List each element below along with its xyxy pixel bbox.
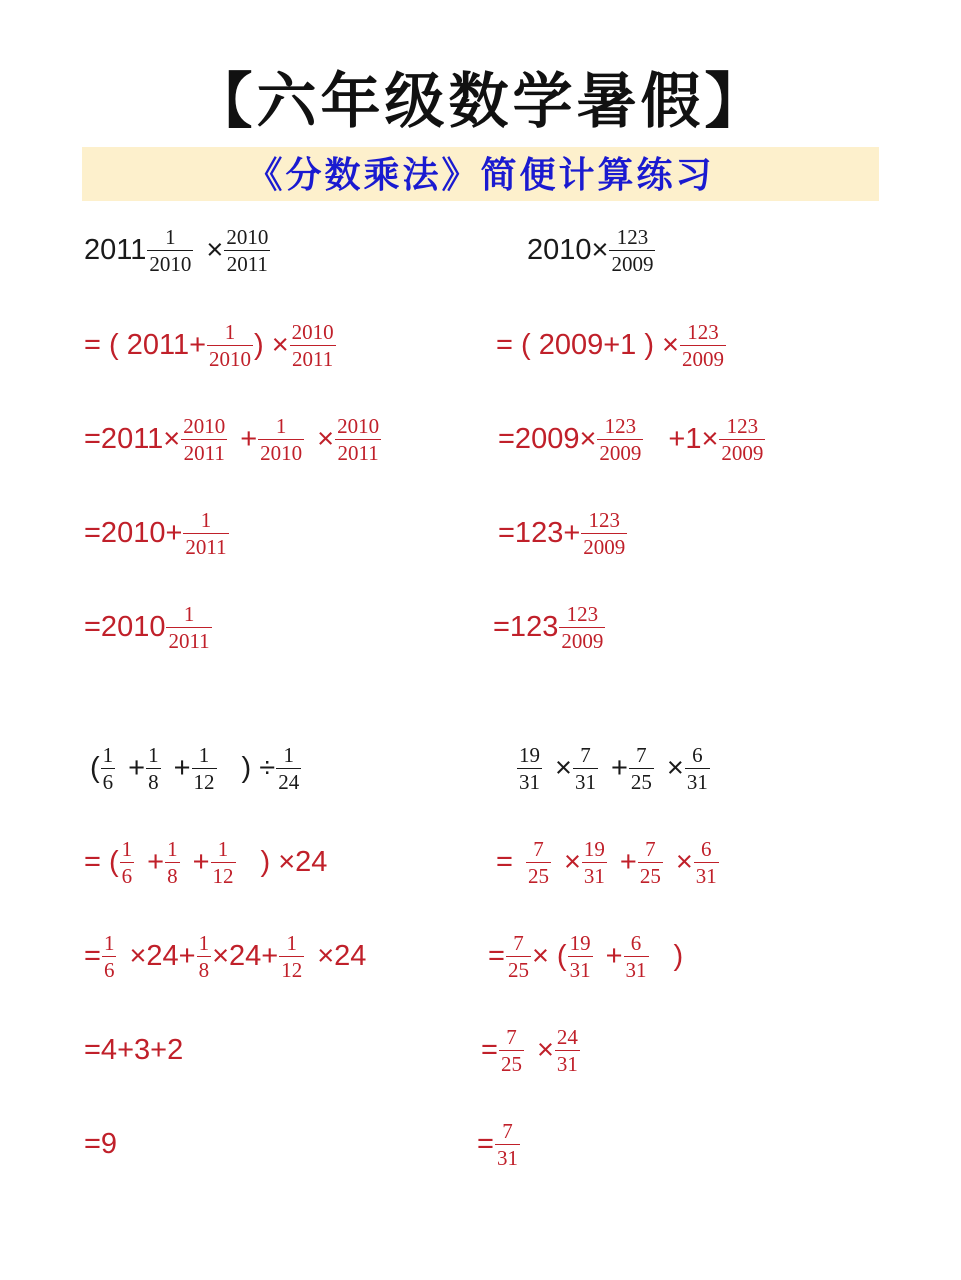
- expression-text: ×24+: [129, 940, 196, 972]
- expression-text: (: [90, 752, 100, 784]
- numerator: 6: [630, 930, 642, 955]
- numerator: 1: [103, 930, 115, 955]
- expression-text: = ( 2009+1 ) ×: [496, 329, 679, 361]
- solution-step: [84, 1114, 117, 1174]
- expression-text: +: [192, 846, 210, 878]
- numerator: 7: [502, 1118, 513, 1143]
- solution-step: [84, 926, 366, 986]
- fraction: [719, 414, 765, 465]
- problem-expression: [527, 220, 656, 280]
- fraction: [166, 602, 211, 653]
- numerator: 1: [121, 836, 133, 861]
- expression-text: =: [477, 1128, 494, 1160]
- expression-text: +: [147, 846, 165, 878]
- fraction: [211, 837, 236, 888]
- expression-text: =123+: [498, 517, 581, 549]
- denominator: 25: [630, 769, 652, 794]
- expression-text: ×: [206, 234, 224, 266]
- numerator: 123: [604, 413, 637, 438]
- expression-text: =: [496, 846, 513, 878]
- expression-text: ×: [675, 846, 693, 878]
- numerator: 1: [183, 601, 195, 626]
- expression-text: +: [173, 752, 191, 784]
- expression-text: ) ×: [254, 329, 289, 361]
- fraction: [147, 225, 193, 276]
- solution-step: [84, 315, 337, 375]
- fraction: [526, 837, 551, 888]
- expression-text: ×: [536, 1034, 554, 1066]
- numerator: 7: [513, 930, 524, 955]
- fraction: [279, 931, 304, 982]
- denominator: 6: [121, 863, 133, 888]
- denominator: 31: [556, 1051, 578, 1076]
- solution-step: [84, 597, 213, 657]
- numerator: 7: [533, 836, 544, 861]
- numerator: 2010: [337, 413, 380, 438]
- numerator: 2010: [291, 319, 334, 344]
- numerator: 1: [275, 413, 287, 438]
- expression-text: +: [619, 846, 637, 878]
- expression-text: =4+3+2: [84, 1034, 184, 1066]
- numerator: 123: [616, 224, 649, 249]
- numerator: 1: [198, 742, 210, 767]
- numerator: 6: [692, 742, 703, 767]
- denominator: 31: [695, 863, 717, 888]
- expression-text: 2011: [84, 234, 147, 266]
- denominator: 2011: [224, 250, 270, 276]
- fraction: [559, 602, 605, 653]
- denominator: 31: [583, 863, 605, 888]
- denominator: 2009: [611, 251, 654, 276]
- solution-step: [498, 503, 628, 563]
- numerator: 1: [148, 742, 159, 767]
- denominator: 2011: [168, 628, 210, 653]
- denominator: 25: [500, 1051, 522, 1076]
- expression-text: ×: [563, 846, 581, 878]
- expression-text: =2009×: [498, 423, 597, 455]
- denominator: 31: [686, 769, 708, 794]
- problem-expression: [516, 738, 711, 798]
- denominator: 8: [198, 957, 210, 982]
- numerator: 123: [687, 319, 719, 344]
- numerator: 1: [283, 742, 294, 767]
- fraction: [517, 743, 542, 794]
- expression-text: ×: [317, 423, 335, 455]
- expression-text: =9: [84, 1128, 118, 1160]
- solution-step: [84, 503, 230, 563]
- solution-step: [496, 315, 727, 375]
- denominator: 6: [103, 957, 115, 982]
- expression-text: 2010×: [527, 234, 609, 266]
- expression-text: +: [240, 423, 258, 455]
- denominator: 12: [212, 863, 234, 888]
- fraction: [258, 414, 304, 465]
- denominator: 2009: [682, 346, 724, 371]
- expression-text: = ( 2011+: [84, 329, 207, 361]
- numerator: 1: [286, 930, 297, 955]
- fraction: [207, 320, 253, 371]
- solution-step: [84, 409, 382, 469]
- expression-text: × (: [531, 940, 567, 972]
- denominator: 2009: [583, 534, 626, 559]
- fraction: [192, 743, 217, 794]
- denominator: 2011: [185, 534, 227, 559]
- denominator: 2009: [561, 628, 604, 653]
- numerator: 7: [506, 1024, 517, 1049]
- expression-text: +: [605, 940, 623, 972]
- fraction: [102, 931, 117, 982]
- solution-step: [488, 926, 683, 986]
- expression-text: ×: [666, 752, 684, 784]
- numerator: 1: [217, 836, 229, 861]
- denominator: 2011: [335, 439, 381, 465]
- page-title: 【六年级数学暑假】: [192, 67, 769, 137]
- denominator: 2009: [721, 440, 764, 465]
- solution-step: [493, 597, 606, 657]
- denominator: 2009: [599, 440, 642, 465]
- denominator: 31: [574, 769, 596, 794]
- numerator: 7: [645, 836, 656, 861]
- numerator: 7: [636, 742, 647, 767]
- fraction: [165, 837, 180, 888]
- numerator: 1: [198, 930, 210, 955]
- numerator: 19: [569, 930, 591, 955]
- denominator: 25: [527, 863, 549, 888]
- solution-step: [477, 1114, 521, 1174]
- denominator: 25: [639, 863, 661, 888]
- solution-step: [498, 409, 766, 469]
- denominator: 8: [148, 769, 159, 794]
- expression-text: ) ÷: [241, 752, 276, 784]
- numerator: 123: [726, 413, 759, 438]
- expression-text: ): [673, 940, 684, 972]
- expression-text: +1×: [668, 423, 719, 455]
- solution-step: [496, 832, 720, 892]
- fraction: [629, 743, 654, 794]
- denominator: 2010: [260, 440, 303, 465]
- denominator: 31: [519, 769, 540, 794]
- fraction: [146, 743, 161, 794]
- denominator: 2010: [149, 251, 192, 276]
- fraction: [581, 508, 627, 559]
- numerator: 1: [167, 836, 178, 861]
- fraction: [276, 743, 301, 794]
- expression-text: ×: [555, 752, 572, 784]
- fraction: [568, 931, 593, 982]
- denominator: 2011: [181, 439, 227, 465]
- fraction: [224, 225, 270, 276]
- expression-text: =: [481, 1034, 498, 1066]
- numerator: 6: [701, 836, 712, 861]
- fraction: [555, 1025, 580, 1076]
- denominator: 12: [193, 769, 215, 794]
- fraction: [183, 508, 228, 559]
- fraction: [495, 1119, 520, 1170]
- fraction: [638, 837, 663, 888]
- expression-text: =2011×: [84, 423, 181, 455]
- denominator: 25: [507, 957, 529, 982]
- fraction: [506, 931, 531, 982]
- numerator: 24: [556, 1024, 578, 1049]
- fraction: [609, 225, 655, 276]
- numerator: 19: [519, 742, 540, 767]
- expression-text: =2010+: [84, 517, 183, 549]
- fraction: [680, 320, 726, 371]
- problem-expression: [90, 738, 302, 798]
- fraction: [335, 414, 381, 465]
- solution-step: [84, 832, 327, 892]
- fraction: [624, 931, 649, 982]
- expression-text: =2010: [84, 611, 166, 643]
- problem-expression: [84, 220, 271, 280]
- numerator: 1: [224, 319, 236, 344]
- expression-text: =: [84, 940, 101, 972]
- denominator: 12: [281, 957, 303, 982]
- solution-step: [84, 1020, 183, 1080]
- numerator: 2010: [226, 224, 269, 249]
- numerator: 19: [583, 836, 605, 861]
- fraction: [582, 837, 607, 888]
- denominator: 2010: [209, 346, 252, 371]
- expression-text: +: [610, 752, 628, 784]
- expression-text: +: [128, 752, 146, 784]
- expression-text: = (: [84, 846, 119, 878]
- fraction: [694, 837, 719, 888]
- denominator: 24: [278, 769, 300, 794]
- fraction: [685, 743, 710, 794]
- numerator: 123: [566, 601, 599, 626]
- page-subtitle: 《分数乘法》简便计算练习: [246, 154, 715, 196]
- expression-text: ×24: [317, 940, 367, 972]
- numerator: 2010: [183, 413, 226, 438]
- solution-step: [481, 1020, 581, 1080]
- fraction: [101, 743, 116, 794]
- expression-text: =: [488, 940, 505, 972]
- numerator: 123: [588, 507, 621, 532]
- fraction: [573, 743, 598, 794]
- numerator: 1: [200, 507, 212, 532]
- fraction: [181, 414, 227, 465]
- fraction: [120, 837, 135, 888]
- denominator: 2011: [290, 345, 336, 371]
- denominator: 31: [625, 957, 647, 982]
- fraction: [290, 320, 336, 371]
- denominator: 31: [496, 1145, 518, 1170]
- fraction: [499, 1025, 524, 1076]
- expression-text: =123: [493, 611, 559, 643]
- denominator: 6: [102, 769, 114, 794]
- numerator: 1: [165, 224, 176, 249]
- fraction: [597, 414, 643, 465]
- expression-text: ) ×24: [260, 846, 328, 878]
- numerator: 7: [580, 742, 591, 767]
- numerator: 1: [102, 742, 114, 767]
- denominator: 31: [569, 957, 591, 982]
- denominator: 8: [167, 863, 178, 888]
- fraction: [197, 931, 212, 982]
- expression-text: ×24+: [212, 940, 279, 972]
